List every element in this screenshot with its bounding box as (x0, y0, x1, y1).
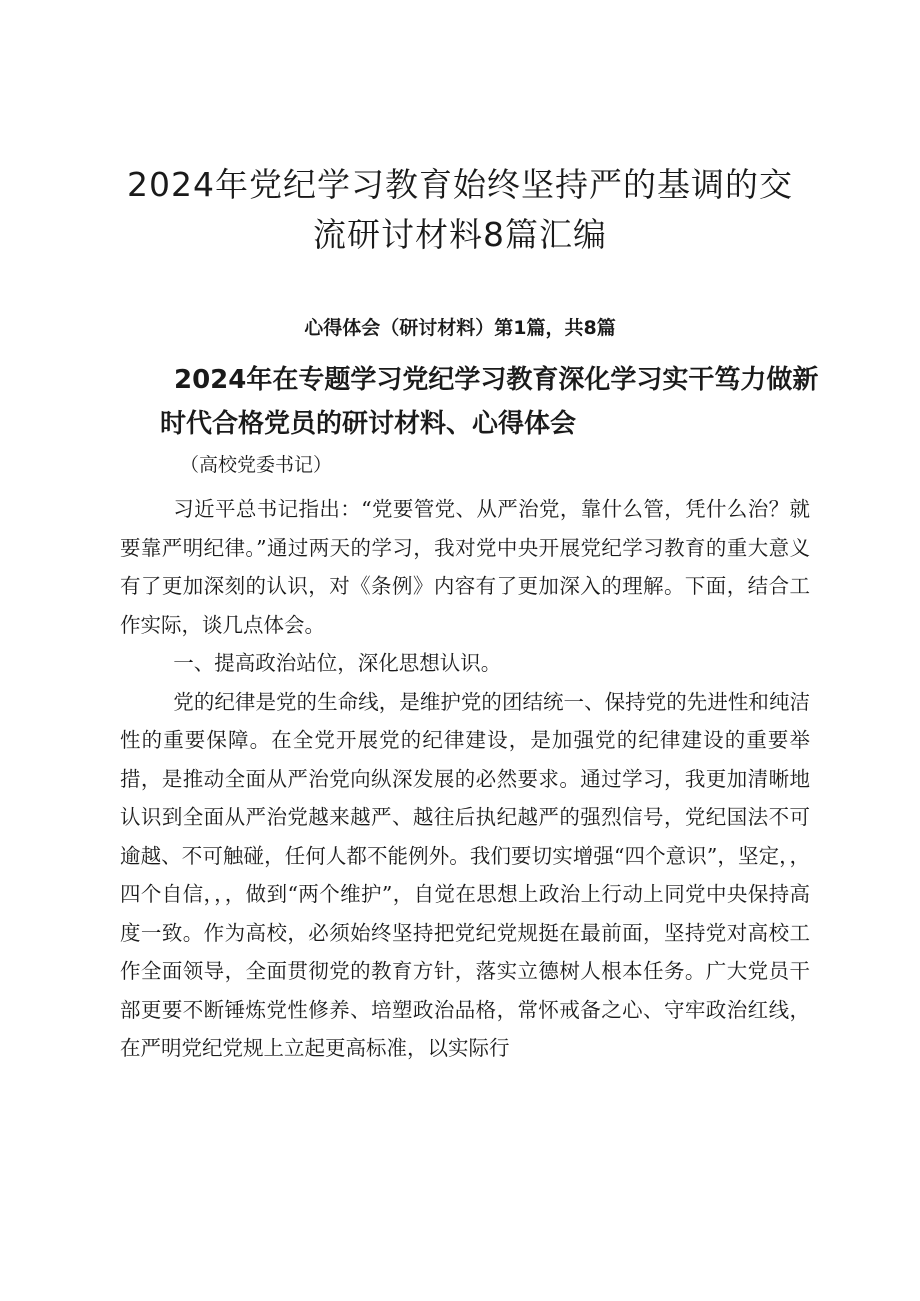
section-heading: 一、提高政治站位，深化思想认识。 (173, 651, 502, 675)
article-title: 2024年在专题学习党纪学习教育深化学习实干笃力做新时代合格党员的研讨材料、心得体会 (160, 365, 819, 439)
body-text (120, 490, 810, 1068)
author-line: （高校党委书记） (180, 454, 333, 476)
paragraph: 党的纪律是党的生命线，是维护党的团结统一、保持党的先进性和纯洁性的重要保障。在全党开展党的纪律建设，是加强党的纪律建设的重要举措，是推动全面从严治党向纵深发展的必然要求。通过学习，我更加清晰地认识到全面从严治党越来越严、越往后执纪越严的强烈信号，党纪国法不可逾越、不可触碰，任何人都不能例外。我们要切实增强“四个意识”，坚定，，四个自信，，，做到“两个维护”，自觉在思想上政治上行动上同党中央保持高度一致。作为高校，必须始终坚持把党纪党规挺在最前面，坚持党对高校工作全面领导，全面贯彻党的教育方针，落实立德树人根本任务。广大党员干部更要不断锤炼党性修养、培塑政治品格，常怀戒备之心、守牢政治红线，在严明党纪党规上立起更高标准，以实际行 (120, 689, 810, 1060)
chapter-tag: 心得体会（研讨材料）第1篇，共8篇 (304, 317, 616, 339)
main-title: 2024年党纪学习教育始终坚持严的基调的交流研讨材料8篇汇编 (127, 165, 793, 254)
paragraph: 习近平总书记指出：“党要管党、从严治党，靠什么管，凭什么治？就要靠严明纪律。”通过两天的学习，我对党中央开展党纪学习教育的重大意义有了更加深刻的认识，对《条例》内容有了更加深入的理解。下面，结合工作实际，谈几点体会。 (120, 497, 810, 637)
